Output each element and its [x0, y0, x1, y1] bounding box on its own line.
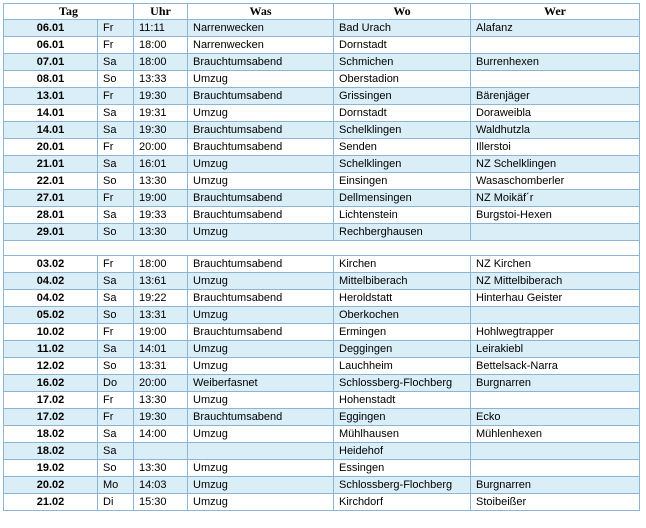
cell-wo: Eggingen: [334, 409, 471, 426]
table-row: [4, 409, 640, 426]
cell-was: Umzug: [188, 426, 334, 443]
cell-tag: 17.02: [4, 392, 98, 409]
cell-tag: 17.02: [4, 409, 98, 426]
cell-wer: Burrenhexen: [471, 54, 640, 71]
cell-wer: [471, 443, 640, 460]
cell-wer: NZ Kirchen: [471, 256, 640, 273]
header-wo: Wo: [334, 4, 471, 20]
table-row: [4, 173, 640, 190]
cell-day: Fr: [98, 392, 134, 409]
cell-day: So: [98, 460, 134, 477]
cell-uhr: 14:00: [134, 426, 188, 443]
cell-day: Sa: [98, 273, 134, 290]
cell-uhr: 13:30: [134, 224, 188, 241]
cell-uhr: 18:00: [134, 37, 188, 54]
cell-wer: [471, 71, 640, 88]
spacer-row: [4, 241, 640, 256]
cell-wer: Mühlenhexen: [471, 426, 640, 443]
cell-day: Fr: [98, 409, 134, 426]
cell-uhr: 13:61: [134, 273, 188, 290]
table-row: [4, 54, 640, 71]
cell-wer: Stoibeißer: [471, 494, 640, 511]
cell-wo: Schlossberg-Flochberg: [334, 477, 471, 494]
cell-tag: 03.02: [4, 256, 98, 273]
cell-wo: Oberstadion: [334, 71, 471, 88]
cell-uhr: 20:00: [134, 139, 188, 156]
cell-tag: 21.02: [4, 494, 98, 511]
cell-wer: Leirakiebl: [471, 341, 640, 358]
cell-wer: Hohlwegtrapper: [471, 324, 640, 341]
cell-tag: 18.02: [4, 443, 98, 460]
cell-was: Umzug: [188, 173, 334, 190]
cell-day: So: [98, 224, 134, 241]
cell-wer: Ecko: [471, 409, 640, 426]
cell-wo: Essingen: [334, 460, 471, 477]
cell-wo: Lauchheim: [334, 358, 471, 375]
cell-wer: [471, 392, 640, 409]
cell-was: [188, 443, 334, 460]
cell-wer: Doraweibla: [471, 105, 640, 122]
cell-tag: 21.01: [4, 156, 98, 173]
cell-day: So: [98, 71, 134, 88]
cell-was: Brauchtumsabend: [188, 190, 334, 207]
table-row: [4, 358, 640, 375]
cell-tag: 04.02: [4, 290, 98, 307]
cell-day: Fr: [98, 37, 134, 54]
cell-uhr: 13:30: [134, 392, 188, 409]
cell-day: Sa: [98, 105, 134, 122]
table-row: [4, 307, 640, 324]
cell-was: Umzug: [188, 307, 334, 324]
header-tag: Tag: [4, 4, 134, 20]
cell-tag: 22.01: [4, 173, 98, 190]
cell-was: Narrenwecken: [188, 20, 334, 37]
table-row: [4, 207, 640, 224]
cell-wo: Ermingen: [334, 324, 471, 341]
cell-was: Umzug: [188, 494, 334, 511]
cell-tag: 11.02: [4, 341, 98, 358]
cell-wo: Senden: [334, 139, 471, 156]
cell-wo: Grissingen: [334, 88, 471, 105]
cell-day: So: [98, 358, 134, 375]
table-row: [4, 273, 640, 290]
cell-wo: Kirchdorf: [334, 494, 471, 511]
cell-wer: [471, 37, 640, 54]
cell-wo: Heidehof: [334, 443, 471, 460]
cell-uhr: 14:03: [134, 477, 188, 494]
cell-uhr: 13:31: [134, 307, 188, 324]
cell-day: Fr: [98, 139, 134, 156]
table-row: [4, 71, 640, 88]
cell-day: So: [98, 173, 134, 190]
cell-tag: 27.01: [4, 190, 98, 207]
cell-uhr: 19:22: [134, 290, 188, 307]
cell-wer: [471, 224, 640, 241]
cell-was: Brauchtumsabend: [188, 54, 334, 71]
cell-wo: Bad Urach: [334, 20, 471, 37]
cell-was: Umzug: [188, 71, 334, 88]
cell-wo: Kirchen: [334, 256, 471, 273]
event-schedule-table: [3, 3, 640, 511]
table-row: [4, 477, 640, 494]
header-wer: Wer: [471, 4, 640, 20]
cell-was: Narrenwecken: [188, 37, 334, 54]
cell-tag: 12.02: [4, 358, 98, 375]
cell-uhr: 18:00: [134, 54, 188, 71]
table-row: [4, 324, 640, 341]
cell-was: Brauchtumsabend: [188, 290, 334, 307]
cell-wer: Waldhutzla: [471, 122, 640, 139]
cell-tag: 19.02: [4, 460, 98, 477]
cell-wo: Hohenstadt: [334, 392, 471, 409]
cell-tag: 06.01: [4, 20, 98, 37]
cell-wer: NZ Schelklingen: [471, 156, 640, 173]
cell-was: Brauchtumsabend: [188, 122, 334, 139]
cell-uhr: 13:30: [134, 460, 188, 477]
cell-day: Sa: [98, 341, 134, 358]
table-row: [4, 494, 640, 511]
cell-day: Fr: [98, 190, 134, 207]
cell-tag: 14.01: [4, 122, 98, 139]
cell-uhr: 19:31: [134, 105, 188, 122]
cell-uhr: [134, 443, 188, 460]
cell-uhr: 16:01: [134, 156, 188, 173]
cell-uhr: 19:30: [134, 409, 188, 426]
cell-was: Umzug: [188, 477, 334, 494]
cell-tag: 04.02: [4, 273, 98, 290]
cell-wer: Burgnarren: [471, 477, 640, 494]
header-uhr: Uhr: [134, 4, 188, 20]
cell-wer: Burgnarren: [471, 375, 640, 392]
cell-wo: Dellmensingen: [334, 190, 471, 207]
cell-tag: 13.01: [4, 88, 98, 105]
cell-tag: 08.01: [4, 71, 98, 88]
cell-uhr: 20:00: [134, 375, 188, 392]
table-row: [4, 37, 640, 54]
cell-was: Umzug: [188, 273, 334, 290]
table-row: [4, 392, 640, 409]
cell-wo: Schlossberg-Flochberg: [334, 375, 471, 392]
table-row: [4, 156, 640, 173]
cell-tag: 05.02: [4, 307, 98, 324]
cell-tag: 14.01: [4, 105, 98, 122]
cell-uhr: 19:33: [134, 207, 188, 224]
cell-was: Weiberfasnet: [188, 375, 334, 392]
cell-day: Fr: [98, 324, 134, 341]
cell-wo: Schelklingen: [334, 122, 471, 139]
cell-day: Sa: [98, 426, 134, 443]
cell-tag: 06.01: [4, 37, 98, 54]
cell-tag: 07.01: [4, 54, 98, 71]
cell-day: So: [98, 307, 134, 324]
cell-wo: Rechberghausen: [334, 224, 471, 241]
cell-wer: NZ Moikäf´r: [471, 190, 640, 207]
table-row: [4, 139, 640, 156]
spacer-cell: [4, 241, 640, 256]
cell-wer: Alafanz: [471, 20, 640, 37]
cell-wo: Einsingen: [334, 173, 471, 190]
table-row: [4, 122, 640, 139]
cell-wo: Deggingen: [334, 341, 471, 358]
cell-uhr: 18:00: [134, 256, 188, 273]
cell-wer: Hinterhau Geister: [471, 290, 640, 307]
cell-day: Sa: [98, 290, 134, 307]
cell-day: Sa: [98, 207, 134, 224]
table-row: [4, 290, 640, 307]
cell-day: Fr: [98, 88, 134, 105]
cell-uhr: 13:30: [134, 173, 188, 190]
cell-uhr: 14:01: [134, 341, 188, 358]
cell-uhr: 13:31: [134, 358, 188, 375]
cell-was: Umzug: [188, 156, 334, 173]
cell-wo: Oberkochen: [334, 307, 471, 324]
cell-was: Umzug: [188, 392, 334, 409]
cell-was: Umzug: [188, 358, 334, 375]
table-row: [4, 88, 640, 105]
cell-tag: 18.02: [4, 426, 98, 443]
table-row: [4, 341, 640, 358]
cell-wer: Bärenjäger: [471, 88, 640, 105]
cell-day: Sa: [98, 443, 134, 460]
cell-tag: 20.02: [4, 477, 98, 494]
cell-uhr: 15:30: [134, 494, 188, 511]
cell-wer: Bettelsack-Narra: [471, 358, 640, 375]
table-row: [4, 426, 640, 443]
table-row: [4, 256, 640, 273]
header-was: Was: [188, 4, 334, 20]
cell-day: Di: [98, 494, 134, 511]
cell-wo: Mittelbiberach: [334, 273, 471, 290]
cell-was: Umzug: [188, 460, 334, 477]
cell-was: Umzug: [188, 224, 334, 241]
cell-wo: Dornstadt: [334, 37, 471, 54]
cell-wer: Illerstoi: [471, 139, 640, 156]
cell-wer: Burgstoi-Hexen: [471, 207, 640, 224]
cell-wer: [471, 460, 640, 477]
cell-day: Do: [98, 375, 134, 392]
cell-was: Brauchtumsabend: [188, 409, 334, 426]
cell-was: Brauchtumsabend: [188, 88, 334, 105]
table-row: [4, 190, 640, 207]
header-row: [4, 4, 640, 20]
cell-uhr: 11:11: [134, 20, 188, 37]
cell-uhr: 19:00: [134, 324, 188, 341]
cell-uhr: 13:33: [134, 71, 188, 88]
cell-day: Mo: [98, 477, 134, 494]
cell-wer: Wasaschomberler: [471, 173, 640, 190]
cell-wo: Dornstadt: [334, 105, 471, 122]
table-row: [4, 460, 640, 477]
cell-was: Brauchtumsabend: [188, 207, 334, 224]
cell-tag: 29.01: [4, 224, 98, 241]
cell-wo: Heroldstatt: [334, 290, 471, 307]
cell-was: Brauchtumsabend: [188, 324, 334, 341]
cell-day: Sa: [98, 156, 134, 173]
cell-wo: Mühlhausen: [334, 426, 471, 443]
table-row: [4, 375, 640, 392]
cell-day: Sa: [98, 54, 134, 71]
cell-wer: NZ Mittelbiberach: [471, 273, 640, 290]
schedule-container: [3, 3, 640, 511]
cell-uhr: 19:30: [134, 88, 188, 105]
cell-wo: Schelklingen: [334, 156, 471, 173]
cell-was: Umzug: [188, 341, 334, 358]
cell-uhr: 19:30: [134, 122, 188, 139]
cell-was: Umzug: [188, 105, 334, 122]
cell-was: Brauchtumsabend: [188, 139, 334, 156]
cell-uhr: 19:00: [134, 190, 188, 207]
cell-day: Sa: [98, 122, 134, 139]
table-row: [4, 20, 640, 37]
cell-tag: 16.02: [4, 375, 98, 392]
cell-day: Fr: [98, 20, 134, 37]
table-row: [4, 224, 640, 241]
cell-day: Fr: [98, 256, 134, 273]
cell-was: Brauchtumsabend: [188, 256, 334, 273]
cell-tag: 28.01: [4, 207, 98, 224]
cell-wo: Lichtenstein: [334, 207, 471, 224]
cell-wo: Schmichen: [334, 54, 471, 71]
cell-tag: 10.02: [4, 324, 98, 341]
cell-wer: [471, 307, 640, 324]
table-row: [4, 443, 640, 460]
table-row: [4, 105, 640, 122]
cell-tag: 20.01: [4, 139, 98, 156]
